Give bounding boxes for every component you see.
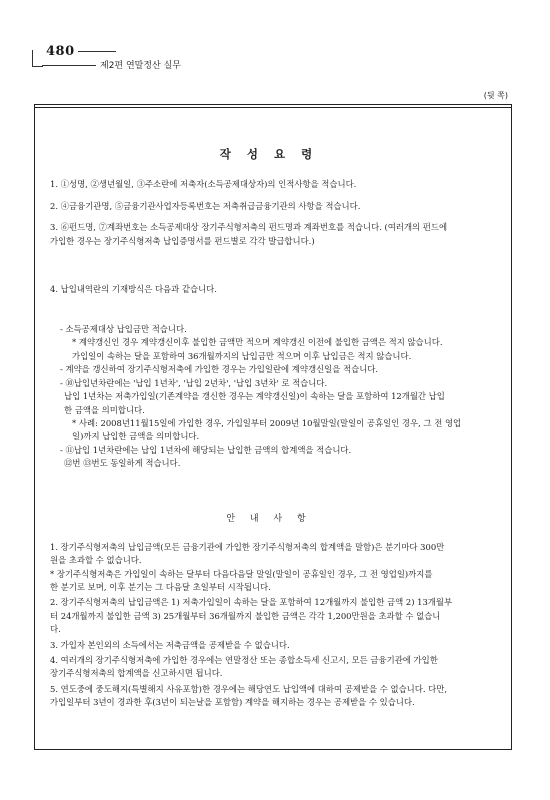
page-number: 480 — [46, 44, 75, 59]
guide-item-1 — [50, 541, 502, 595]
frame-top-rule — [34, 107, 512, 108]
continued-label: (뒷 쪽) — [483, 91, 508, 100]
guide-item-line: 다. — [50, 624, 61, 635]
section-title: 작 성 요 령 — [219, 147, 319, 161]
guide-item-line: 3. 가입자 본인외의 소득에서는 저축금액을 공제받을 수 없습니다. — [50, 639, 290, 650]
guide-item-line: 1. 장기주식형저축의 납입금액(모든 금융기관에 가입한 장기주식형저축의 합계액을 말함)은 분기마다 300만 — [50, 541, 445, 552]
instruction-item-line: 가입한 경우는 장기주식형저축 납입증명서를 펀드별로 각각 발급합니다.) — [50, 235, 315, 246]
page-header — [32, 44, 232, 71]
chapter-title: 제2편 연말정산 실무 — [100, 61, 182, 71]
instruction-4-line: * 사례: 2008년11월15일에 가입한 경우, 가입일부터 2009년 10월말일(말일이 공휴일인 경우, 그 전 영업 — [72, 417, 462, 428]
instruction-item-1 — [50, 178, 502, 191]
instruction-4-line: 일)까지 납입한 금액을 의미합니다. — [72, 431, 200, 442]
guide-item-line: 원을 초과할 수 없습니다. — [50, 555, 142, 566]
instruction-4-line: 가입일이 속하는 달을 포함하여 36개월까지의 납입금만 적으며 이후 납입금은 적지 않습니다. — [72, 350, 412, 361]
instruction-4-line: ⑫번 ⑬번도 동일하게 적습니다. — [64, 458, 181, 469]
guide-item-5 — [50, 683, 502, 710]
instruction-4-line: - 계약을 갱신하여 장기주식형저축에 가입한 경우는 가입일란에 계약갱신일을 적습니다. — [60, 364, 379, 375]
instruction-4-line: 납입 1년차는 저축가입일(기존계약을 갱신한 경우는 계약갱신일)이 속하는 달을 포함하여 12개월간 납입 — [64, 391, 445, 402]
guide-item-line: 4. 여러개의 장기주식형저축에 가입한 경우에는 연말정산 또는 종합소득세 신고시, 모든 금융기관에 가입한 — [50, 655, 438, 665]
guide-item-line: 장기주식형저축의 합계액을 신고하시면 됩니다. — [50, 668, 223, 679]
guide-item-line: 한 분기로 보며, 이후 분기는 그 다음달 초일부터 시작됩니다. — [50, 581, 271, 592]
instruction-4-line: - 소득공제대상 납입금만 적습니다. — [60, 324, 187, 335]
form-content — [50, 148, 502, 712]
instruction-item-line: 3. ⑥펀드명, ⑦계좌번호는 소득공제대상 장기주식형저축의 펀드명과 계좌번호를 적습니다. (여러개의 펀드에 — [50, 222, 448, 233]
guide-item-line: 터 24개월까지 불입한 금액 3) 25개월부터 36개월까지 불입한 금액은 각각 1,200만원을 초과할 수 없습니 — [50, 610, 441, 621]
guide-item-2 — [50, 596, 502, 636]
guide-item-line: 5. 연도중에 중도해지(특별해지 사유포함)한 경우에는 해당연도 납입액에 대하여 공제받을 수 없습니다. 다만, — [50, 683, 448, 694]
guide-item-line: 2. 장기주식형저축의 납입금액은 1) 저축가입일이 속하는 달을 포함하여 12개월까지 불입한 금액 2) 13개월부 — [50, 597, 453, 608]
instruction-4-lines — [50, 323, 502, 470]
instruction-item-line: 1. ①성명, ②생년월일, ③주소란에 저축자(소득공제대상자)의 인적사항을 적습니다. — [50, 179, 357, 190]
instruction-4-line: - ⑩납입년차란에는 '납입 1년차', '납입 2년차', '납입 3년차' 로 적습니다. — [60, 377, 328, 388]
instruction-4-intro: 4. 납입내역란의 기재방식은 다음과 같습니다. — [50, 283, 217, 294]
guide-item-line: * 장기주식형저축은 가입일이 속하는 달부터 다음다음달 말일(말일이 공휴일인 경우, 그 전 영업일)까지를 — [50, 568, 433, 579]
instructions-list — [50, 178, 502, 248]
instruction-4-line: - ⑪납입 1년차란에는 납입 1년차에 해당되는 납입한 금액의 합계액을 적습니다. — [60, 444, 352, 455]
instruction-item-line: 2. ④금융기관명, ⑤금융기관사업자등록번호는 저축취급금융기관의 사항을 적습니다. — [50, 200, 361, 211]
guide-list — [50, 541, 502, 710]
instruction-item-3 — [50, 221, 502, 248]
instruction-4-line: * 계약갱신인 경우 계약갱신이후 불입한 금액만 적으며 계약갱신 이전에 불입한 금액은 적지 않습니다. — [72, 337, 443, 348]
guide-item-3 — [50, 639, 502, 652]
instruction-item-4 — [50, 256, 502, 497]
guide-item-4 — [50, 654, 502, 681]
header-rule-top — [78, 51, 116, 52]
instruction-4-line: 한 금액을 의미합니다. — [64, 404, 145, 415]
guide-item-line: 가입일부터 3년이 경과한 후(3년이 되는날을 포함함) 계약을 해지하는 경우는 공제받을 수 있습니다. — [50, 697, 415, 708]
instruction-item-2 — [50, 200, 502, 213]
guide-title: 안 내 사 항 — [226, 514, 312, 525]
header-rule — [42, 65, 96, 66]
